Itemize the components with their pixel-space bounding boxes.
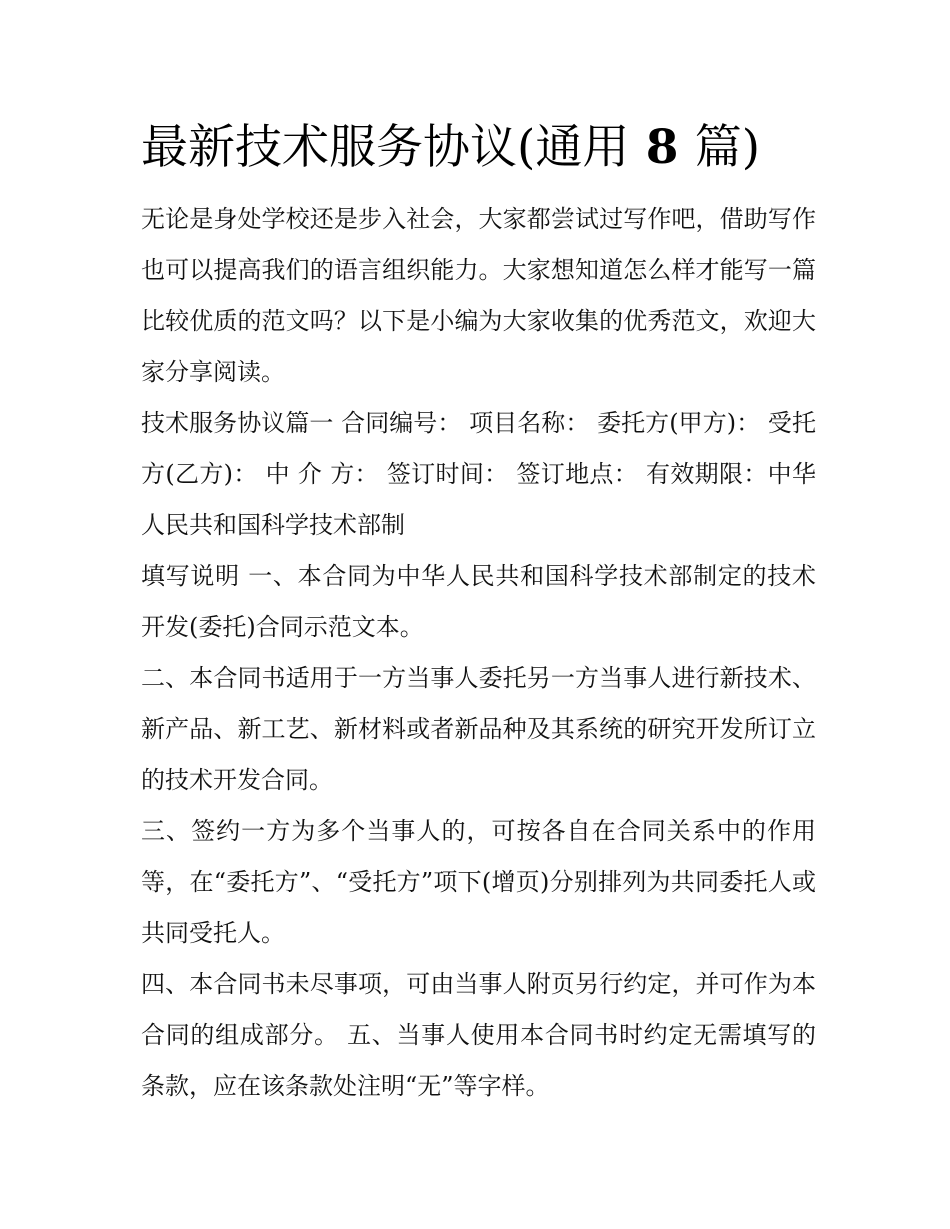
instructions-item-4-5: 四、本合同书未尽事项，可由当事人附页另行约定，并可作为本合同的组成部分。 五、当事人使用本合同书时约定无需填写的条款，应在该条款处注明“无”等字样。	[141, 970, 816, 1100]
title-text-part-1: 最新技术服务协议(通用	[141, 120, 630, 175]
instructions-item-3: 三、签约一方为多个当事人的，可按各自在合同关系中的作用等，在“委托方”、“受托方”项下(增页)分别排列为共同委托人或共同受托人。	[141, 817, 816, 947]
instructions-item-1: 填写说明 一、本合同为中华人民共和国科学技术部制定的技术开发(委托)合同示范文本。	[141, 562, 816, 641]
document-title	[141, 112, 816, 184]
instructions-item-2: 二、本合同书适用于一方当事人委托另一方当事人进行新技术、新产品、新工艺、新材料或者新品种及其系统的研究开发所订立的技术开发合同。	[141, 664, 816, 794]
intro-paragraph: 无论是身处学校还是步入社会，大家都尝试过写作吧，借助写作也可以提高我们的语言组织能力。大家想知道怎么样才能写一篇比较优质的范文吗？以下是小编为大家收集的优秀范文，欢迎大家分享阅读。	[141, 205, 816, 386]
contract-header-paragraph: 技术服务协议篇一 合同编号： 项目名称： 委托方(甲方)： 受托方(乙方)： 中 介 方： 签订时间： 签订地点： 有效期限：中华人民共和国科学技术部制	[141, 409, 816, 539]
title-number: 8	[629, 120, 695, 175]
document-body	[141, 194, 816, 1112]
title-text-part-2: 篇)	[694, 120, 761, 175]
document-content	[141, 112, 816, 1112]
